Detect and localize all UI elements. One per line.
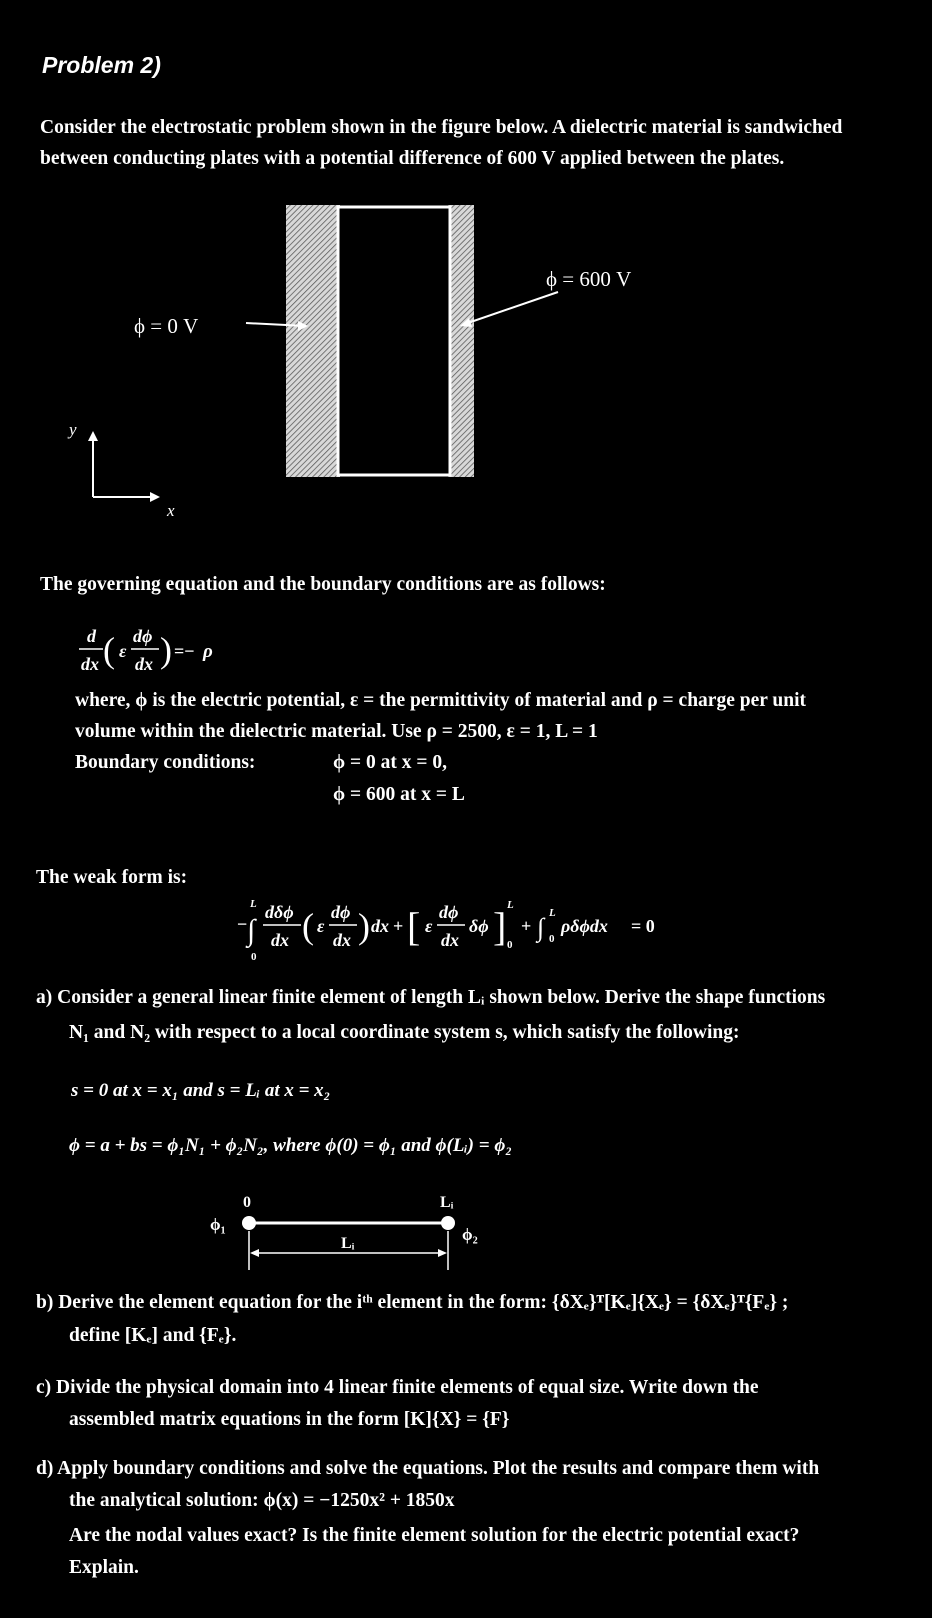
problem-title: Problem 2) xyxy=(42,52,161,78)
linear-element-figure xyxy=(200,1185,500,1280)
element-phi1-label: ϕ₁ xyxy=(210,1215,226,1234)
svg-text:L: L xyxy=(250,898,257,910)
svg-text:ε: ε xyxy=(119,641,127,661)
left-potential-label: ϕ = 0 V xyxy=(134,314,199,338)
svg-text:0: 0 xyxy=(507,939,513,951)
svg-text:ρδϕdx: ρδϕdx xyxy=(561,916,608,936)
svg-text:0: 0 xyxy=(549,933,555,945)
svg-text:dx: dx xyxy=(371,916,389,936)
x-axis-label: x xyxy=(167,501,175,520)
svg-text:ε: ε xyxy=(317,916,325,936)
right-potential-label: ϕ = 600 V xyxy=(546,267,632,291)
svg-text:dx: dx xyxy=(333,930,351,950)
node-2 xyxy=(441,1216,455,1230)
svg-text:L: L xyxy=(549,907,556,919)
part-d-line-4: Explain. xyxy=(69,1557,139,1578)
part-a-line-1: a) Consider a general linear finite element of length Lᵢ shown below. Derive the shape functions xyxy=(36,987,826,1008)
svg-text:+: + xyxy=(393,916,404,936)
svg-text:dx: dx xyxy=(81,654,99,674)
svg-text:): ) xyxy=(160,630,172,670)
svg-text:ε: ε xyxy=(425,916,433,936)
svg-text:(: ( xyxy=(103,630,115,670)
weak-form-label: The weak form is: xyxy=(36,867,188,888)
bc-2: ϕ = 600 at x = L xyxy=(333,784,465,805)
part-d-line-1: d) Apply boundary conditions and solve the equations. Plot the results and compare them with xyxy=(36,1458,820,1479)
part-a-eq-1: s = 0 at x = x₁ and s = Lᵢ at x = x₂ xyxy=(71,1080,331,1101)
part-c-line-1: c) Divide the physical domain into 4 linear finite elements of equal size. Write down the xyxy=(36,1377,759,1398)
part-b-line-1: b) Derive the element equation for the iᵗʰ element in the form: {δXₑ}ᵀ[Kₑ]{Xₑ} = {δXₑ}ᵀ{Fₑ} ; xyxy=(36,1292,789,1313)
node-1 xyxy=(242,1216,256,1230)
weak-form-equation xyxy=(235,890,695,965)
svg-text:L: L xyxy=(507,899,514,911)
svg-text:dx: dx xyxy=(271,930,289,950)
svg-text:+: + xyxy=(521,916,532,936)
where-line-2: volume within the dielectric material. Use ρ = 2500, ε = 1, L = 1 xyxy=(75,721,598,742)
y-axis-label: y xyxy=(69,420,77,439)
svg-text:(: ( xyxy=(302,906,314,946)
right-leader-line xyxy=(462,292,558,325)
svg-text:=−: =− xyxy=(174,641,195,661)
svg-text:dx: dx xyxy=(441,930,459,950)
svg-text:[: [ xyxy=(407,904,421,949)
left-plate xyxy=(286,205,340,477)
part-a-line-2: N₁ and N₂ with respect to a local coordinate system s, which satisfy the following: xyxy=(69,1022,740,1043)
governing-intro: The governing equation and the boundary conditions are as follows: xyxy=(40,574,606,595)
svg-text:dϕ: dϕ xyxy=(439,902,459,922)
part-d-line-3: Are the nodal values exact? Is the finite element solution for the electric potential exact? xyxy=(69,1525,800,1546)
intro-line-1: Consider the electrostatic problem shown in the figure below. A dielectric material is sandwiched xyxy=(40,117,843,138)
element-Li-top-label: Lᵢ xyxy=(440,1194,454,1211)
svg-text:0: 0 xyxy=(251,951,257,963)
bc-1: ϕ = 0 at x = 0, xyxy=(333,752,448,773)
svg-text:dϕ: dϕ xyxy=(331,902,351,922)
svg-text:δϕ: δϕ xyxy=(469,916,489,936)
svg-text:dϕ: dϕ xyxy=(133,626,153,646)
svg-text:∫: ∫ xyxy=(537,913,545,942)
element-phi2-label: ϕ₂ xyxy=(462,1225,478,1244)
svg-text:d: d xyxy=(87,626,96,646)
svg-text:= 0: = 0 xyxy=(631,916,655,936)
right-plate xyxy=(448,205,474,477)
svg-text:−: − xyxy=(237,914,248,934)
element-Li-mid-label: Lᵢ xyxy=(341,1235,355,1252)
svg-text:∫: ∫ xyxy=(247,914,256,947)
element-zero-label: 0 xyxy=(243,1194,251,1211)
part-d-line-2: the analytical solution: ϕ(x) = −1250x² + 1850x xyxy=(69,1490,455,1511)
part-a-eq-2: ϕ = a + bs = ϕ₁N₁ + ϕ₂N₂, where ϕ(0) = ϕ₁ and ϕ(Lᵢ) = ϕ₂ xyxy=(69,1135,512,1156)
x-axis-arrow xyxy=(150,492,160,502)
svg-text:): ) xyxy=(358,906,370,946)
intro-line-2: between conducting plates with a potential difference of 600 V applied between the plates. xyxy=(40,148,785,169)
svg-text:]: ] xyxy=(493,904,507,949)
svg-text:dx: dx xyxy=(135,654,153,674)
y-axis-arrow xyxy=(88,431,98,441)
part-c-line-2: assembled matrix equations in the form [K]{X} = {F} xyxy=(69,1409,510,1430)
dielectric-region xyxy=(338,207,450,475)
governing-equation xyxy=(75,620,255,680)
svg-text:ρ: ρ xyxy=(203,641,213,662)
bc-label: Boundary conditions: xyxy=(75,752,256,773)
where-line-1: where, ϕ is the electric potential, ε = the permittivity of material and ρ = charge per unit xyxy=(75,690,807,711)
plates-figure xyxy=(0,195,932,535)
part-b-line-2: define [Kₑ] and {Fₑ}. xyxy=(69,1325,237,1346)
svg-text:dδϕ: dδϕ xyxy=(265,902,294,922)
